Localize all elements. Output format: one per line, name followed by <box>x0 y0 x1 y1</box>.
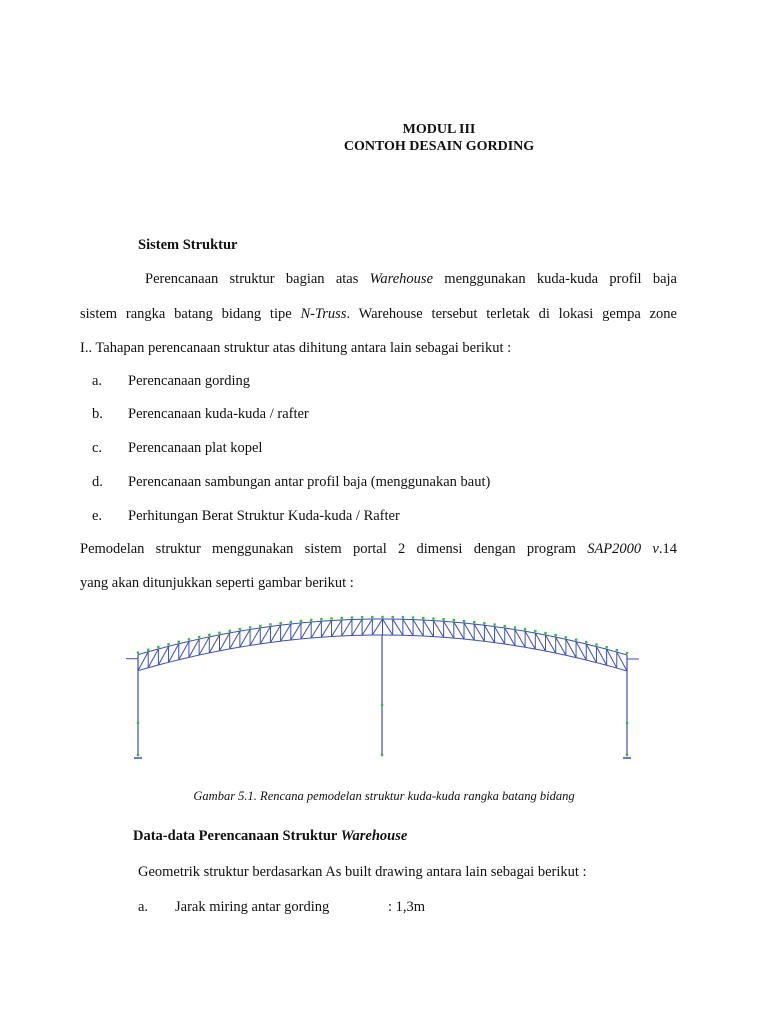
truss-diagonal <box>403 619 413 635</box>
truss-top-chord <box>321 621 331 622</box>
truss-node <box>269 623 271 625</box>
list-item-letter: d. <box>92 474 103 490</box>
truss-top-chord <box>535 633 545 635</box>
truss-bottom-chord <box>505 644 515 646</box>
truss-node <box>391 616 393 618</box>
paragraph-text: .14 <box>658 541 677 557</box>
paragraph-emphasis: Warehouse <box>369 271 434 287</box>
truss-top-chord <box>454 622 464 623</box>
paragraph-line <box>80 541 677 558</box>
truss-node <box>585 641 587 643</box>
truss-node <box>259 625 261 627</box>
truss-bottom-chord <box>433 637 443 638</box>
section-heading-sistem-struktur: Sistem Struktur <box>138 237 238 253</box>
truss-top-chord <box>220 633 230 635</box>
truss-top-chord <box>515 630 525 632</box>
truss-node <box>279 622 281 624</box>
section-heading-data-perencanaan <box>133 828 407 845</box>
paragraph-text: . Warehouse tersebut terletak di lokasi gempa zone <box>346 306 677 322</box>
paragraph-line <box>80 306 677 323</box>
truss-top-chord <box>240 629 250 631</box>
truss-diagonal <box>179 641 189 659</box>
truss-node <box>381 754 383 756</box>
truss-node <box>402 616 404 618</box>
paragraph-line: I.. Tahapan perencanaan struktur atas dihitung antara lain sebagai berikut : <box>80 340 512 356</box>
paragraph-emphasis: SAP2000 v <box>587 541 659 557</box>
data-item-letter: a. <box>138 899 149 915</box>
truss-diagonal <box>576 642 586 660</box>
list-item-letter: e. <box>92 508 103 524</box>
truss-node <box>239 628 241 630</box>
truss-bottom-chord <box>484 641 494 642</box>
truss-diagonal <box>393 619 403 635</box>
truss-top-chord <box>281 624 291 625</box>
truss-bottom-chord <box>454 638 464 639</box>
truss-diagonal <box>158 646 168 665</box>
figure-caption: Gambar 5.1. Rencana pemodelan struktur kuda-kuda rangka batang bidang <box>193 789 575 803</box>
truss-bottom-chord <box>270 641 280 642</box>
truss-model-figure <box>120 605 650 770</box>
truss-diagonal <box>220 633 230 651</box>
truss-bottom-chord <box>220 649 230 651</box>
truss-top-chord <box>332 620 342 621</box>
truss-node <box>249 626 251 628</box>
truss-diagonal <box>433 621 443 638</box>
truss-node <box>626 754 628 756</box>
truss-bottom-chord <box>240 645 250 647</box>
truss-frame <box>126 619 639 758</box>
truss-diagonal <box>311 621 321 638</box>
truss-node <box>544 632 546 634</box>
truss-bottom-chord <box>311 637 321 638</box>
truss-top-chord <box>250 628 260 630</box>
truss-node <box>208 634 210 636</box>
truss-node <box>412 616 414 618</box>
truss-diagonal <box>413 620 423 636</box>
truss-bottom-chord <box>515 646 525 648</box>
truss-diagonal <box>423 620 433 637</box>
list-item: Perhitungan Berat Struktur Kuda-kuda / Rafter <box>128 508 400 524</box>
truss-bottom-chord <box>495 643 505 644</box>
truss-top-chord <box>464 623 474 624</box>
paragraph-emphasis: N-Truss <box>300 306 347 322</box>
truss-diagonal <box>281 624 291 641</box>
truss-bottom-chord <box>291 639 301 640</box>
truss-diagonal <box>495 627 505 644</box>
truss-diagonal <box>332 620 342 637</box>
truss-node <box>320 618 322 620</box>
paragraph-text: sistem rangka batang bidang tipe <box>80 306 301 322</box>
truss-node <box>554 634 556 636</box>
truss-node <box>167 643 169 645</box>
truss-diagonal <box>209 635 219 653</box>
truss-bottom-chord <box>250 644 260 646</box>
truss-top-chord <box>301 622 311 623</box>
truss-top-chord <box>484 625 494 626</box>
truss-top-chord <box>260 626 270 627</box>
truss-top-chord <box>230 631 240 633</box>
paragraph-line: yang akan ditunjukkan seperti gambar berikut : <box>80 575 354 591</box>
list-item-letter: c. <box>92 440 103 456</box>
truss-bottom-chord <box>230 647 240 649</box>
truss-top-chord <box>474 624 484 625</box>
truss-node <box>595 643 597 645</box>
truss-node <box>616 649 618 651</box>
truss-node <box>626 652 628 654</box>
truss-diagonal <box>301 622 311 639</box>
truss-node <box>137 652 139 654</box>
truss-diagonal <box>260 626 270 643</box>
list-item: Perencanaan plat kopel <box>128 440 263 456</box>
truss-node <box>504 625 506 627</box>
truss-diagonal <box>383 619 393 635</box>
truss-top-chord <box>505 628 515 630</box>
truss-diagonal <box>546 635 556 653</box>
truss-node <box>300 620 302 622</box>
truss-node <box>626 722 628 724</box>
truss-bottom-chord <box>332 636 342 637</box>
truss-diagonal <box>321 621 331 638</box>
truss-diagonal <box>372 619 382 635</box>
truss-bottom-chord <box>525 647 535 649</box>
truss-node <box>442 618 444 620</box>
truss-node <box>137 722 139 724</box>
heading-text: Data-data Perencanaan Struktur <box>133 828 341 844</box>
truss-node <box>381 704 383 706</box>
truss-diagonal <box>199 637 209 655</box>
truss-diagonal <box>342 620 352 636</box>
truss-node <box>341 617 343 619</box>
heading-emphasis: Warehouse <box>340 828 408 844</box>
truss-node <box>147 649 149 651</box>
module-subtitle: CONTOH DESAIN GORDING <box>343 139 535 154</box>
truss-node <box>178 641 180 643</box>
truss-bottom-chord <box>260 642 270 643</box>
truss-diagonal <box>250 628 260 646</box>
truss-top-chord <box>444 621 454 622</box>
truss-node <box>493 623 495 625</box>
truss-node <box>514 626 516 628</box>
truss-diagonal <box>566 639 576 657</box>
truss-node <box>483 622 485 624</box>
list-item: Perencanaan kuda-kuda / rafter <box>128 406 309 422</box>
truss-top-chord <box>495 627 505 628</box>
truss-node <box>432 617 434 619</box>
truss-bottom-chord <box>423 636 433 637</box>
truss-node <box>157 646 159 648</box>
data-item-label: Jarak miring antar gording <box>175 899 330 915</box>
module-title: MODUL III <box>402 122 476 137</box>
truss-node <box>453 619 455 621</box>
truss-node <box>422 617 424 619</box>
truss-top-chord <box>291 623 301 624</box>
truss-node <box>137 754 139 756</box>
truss-bottom-chord <box>474 640 484 641</box>
truss-diagonal <box>515 630 525 648</box>
truss-diagonal <box>464 623 474 640</box>
paragraph-text: Perencanaan struktur bagian atas <box>145 271 370 287</box>
truss-top-chord <box>433 621 443 622</box>
truss-diagonal <box>525 631 535 649</box>
truss-diagonal <box>474 624 484 641</box>
truss-top-chord <box>270 625 280 626</box>
truss-node <box>605 646 607 648</box>
truss-diagonal <box>270 625 280 642</box>
truss-diagonal <box>556 637 566 655</box>
truss-diagonal <box>505 628 515 646</box>
list-item-letter: a. <box>92 373 103 389</box>
truss-top-chord <box>423 620 433 621</box>
paragraph-line <box>80 271 677 288</box>
truss-node <box>565 636 567 638</box>
intro-text: Geometrik struktur berdasarkan As built drawing antara lain sebagai berikut : <box>138 864 587 880</box>
truss-node <box>524 628 526 630</box>
truss-node <box>361 616 363 618</box>
truss-node <box>218 632 220 634</box>
truss-diagonal <box>240 629 250 647</box>
truss-diagonal <box>169 644 179 663</box>
truss-node <box>290 621 292 623</box>
truss-bottom-chord <box>535 649 545 651</box>
truss-node <box>228 630 230 632</box>
truss-diagonal <box>454 622 464 639</box>
truss-node <box>330 617 332 619</box>
truss-bottom-chord <box>301 638 311 639</box>
truss-diagonal <box>230 631 240 649</box>
list-item-letter: b. <box>92 406 103 422</box>
paragraph-text: menggunakan kuda-kuda profil baja <box>433 271 677 287</box>
truss-node <box>188 638 190 640</box>
truss-diagonal <box>352 619 362 635</box>
truss-node <box>463 620 465 622</box>
truss-bottom-chord <box>281 640 291 641</box>
truss-top-chord <box>311 621 321 622</box>
truss-diagonal <box>444 621 454 638</box>
truss-diagonal <box>535 633 545 651</box>
paragraph-text: Pemodelan struktur menggunakan sistem portal 2 dimensi dengan program <box>80 541 588 557</box>
truss-diagonal <box>596 647 606 666</box>
truss-diagonal <box>189 639 199 657</box>
truss-node <box>198 636 200 638</box>
truss-node <box>381 616 383 618</box>
truss-node <box>575 638 577 640</box>
truss-top-chord <box>525 631 535 633</box>
truss-bottom-chord <box>321 637 331 638</box>
truss-diagonal <box>586 644 596 663</box>
list-item: Perencanaan sambungan antar profil baja (menggunakan baut) <box>128 474 491 490</box>
truss-diagonal <box>362 619 372 635</box>
truss-bottom-chord <box>464 639 474 640</box>
list-item: Perencanaan gording <box>128 373 250 389</box>
truss-node <box>371 616 373 618</box>
truss-node <box>473 621 475 623</box>
data-item-value: : 1,3m <box>388 899 426 915</box>
truss-node <box>310 619 312 621</box>
truss-diagonal <box>291 623 301 640</box>
truss-node <box>534 630 536 632</box>
truss-node <box>351 616 353 618</box>
truss-diagonal <box>484 625 494 642</box>
truss-bottom-chord <box>444 637 454 638</box>
